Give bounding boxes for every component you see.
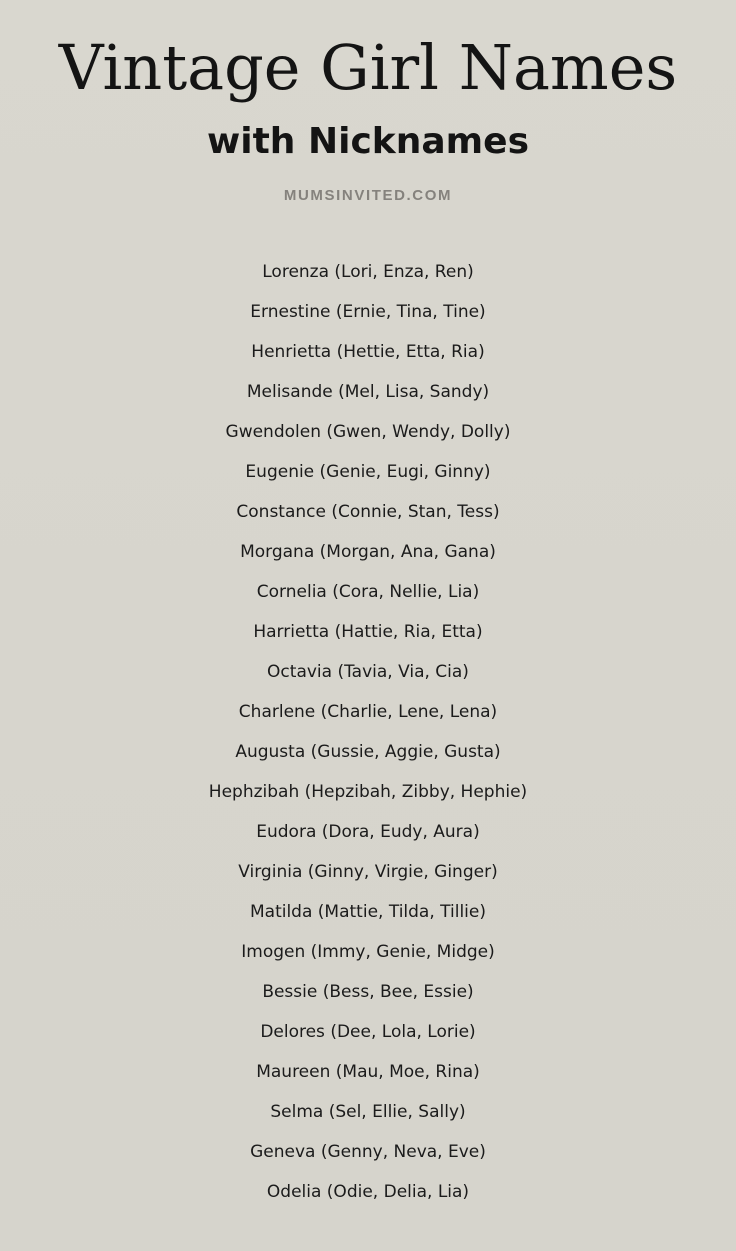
list-item: Octavia (Tavia, Via, Cia)	[267, 662, 469, 682]
list-item: Virginia (Ginny, Virgie, Ginger)	[238, 862, 498, 882]
list-item: Maureen (Mau, Moe, Rina)	[256, 1062, 480, 1082]
list-item: Eugenie (Genie, Eugi, Ginny)	[245, 462, 491, 482]
list-item: Delores (Dee, Lola, Lorie)	[260, 1022, 476, 1042]
list-item: Gwendolen (Gwen, Wendy, Dolly)	[225, 422, 511, 442]
list-item: Augusta (Gussie, Aggie, Gusta)	[235, 742, 501, 762]
list-item: Selma (Sel, Ellie, Sally)	[270, 1102, 466, 1122]
names-list	[0, 252, 736, 1212]
list-item: Hephzibah (Hepzibah, Zibby, Hephie)	[208, 782, 528, 802]
list-item: Geneva (Genny, Neva, Eve)	[250, 1142, 486, 1162]
list-item: Charlene (Charlie, Lene, Lena)	[238, 702, 498, 722]
list-item: Cornelia (Cora, Nellie, Lia)	[256, 582, 480, 602]
list-item: Odelia (Odie, Delia, Lia)	[266, 1182, 470, 1202]
page-title: Vintage Girl Names	[58, 31, 678, 104]
list-item: Bessie (Bess, Bee, Essie)	[262, 982, 474, 1002]
list-item: Ernestine (Ernie, Tina, Tine)	[250, 302, 486, 322]
site-watermark: MUMSINVITED.COM	[283, 187, 453, 204]
list-item: Imogen (Immy, Genie, Midge)	[241, 942, 495, 962]
list-item: Harrietta (Hattie, Ria, Etta)	[253, 622, 483, 642]
list-item: Matilda (Mattie, Tilda, Tillie)	[249, 902, 487, 922]
page-subtitle: with Nicknames	[207, 121, 529, 162]
list-item: Lorenza (Lori, Enza, Ren)	[262, 262, 474, 282]
list-item: Eudora (Dora, Eudy, Aura)	[256, 822, 480, 842]
list-item: Constance (Connie, Stan, Tess)	[236, 502, 500, 522]
list-item: Morgana (Morgan, Ana, Gana)	[240, 542, 496, 562]
list-item: Henrietta (Hettie, Etta, Ria)	[251, 342, 485, 362]
list-item: Melisande (Mel, Lisa, Sandy)	[246, 382, 490, 402]
